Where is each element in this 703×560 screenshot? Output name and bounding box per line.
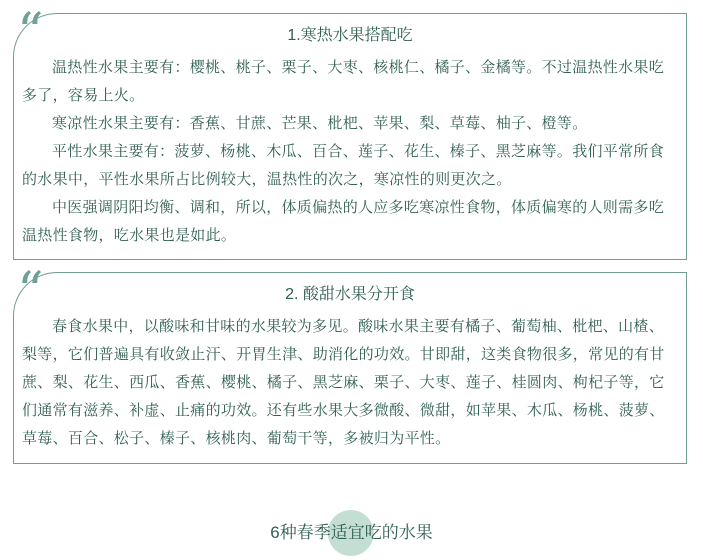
subtitle-highlight <box>331 512 365 554</box>
subtitle-suffix: 吃的水果 <box>364 523 433 542</box>
paragraph: 平性水果主要有：菠萝、杨桃、木瓜、百合、莲子、花生、榛子、黑芝麻等。我们平常所食的水果中，平性水果所占比例较大，温热性的次之，寒凉性的则更次之。 <box>22 143 665 188</box>
subtitle-prefix: 6种春季 <box>270 523 331 542</box>
paragraph: 春食水果中，以酸味和甘味的水果较为多见。酸味水果主要有橘子、葡萄柚、枇杷、山楂、梨等，它们普遍具有收敛止汗、开胃生津、助消化的功效。甘即甜，这类食物很多，常见的有甘蔗、梨、花生、西瓜、香蕉、樱桃、橘子、黑芝麻、栗子、大枣、莲子、桂圆肉、枸杞子等，它们通常有滋养、补虚、止痛的功效。还有些水果大多微酸、微甜，如苹果、木瓜、杨桃、菠萝、草莓、百合、松子、榛子、核桃肉、葡萄干等，多被归为平性。 <box>22 318 665 447</box>
paragraph: 寒凉性水果主要有：香蕉、甘蔗、芒果、枇杷、苹果、梨、草莓、柚子、橙等。 <box>52 115 588 132</box>
quote-icon: “ <box>17 3 44 63</box>
section-card-hot-cold-fruit <box>13 3 687 260</box>
section-card-sour-sweet-fruit <box>13 262 687 464</box>
page-subtitle <box>0 512 703 554</box>
quote-icon: “ <box>17 262 44 322</box>
subtitle-highlight-text: 适宜 <box>330 523 365 542</box>
paragraph: 中医强调阴阳均衡、调和，所以，体质偏热的人应多吃寒凉性食物，体质偏寒的人则需多吃温热性食物，吃水果也是如此。 <box>22 199 665 244</box>
section-title: 2. 酸甜水果分开食 <box>285 286 415 303</box>
paragraph: 温热性水果主要有：樱桃、桃子、栗子、大枣、核桃仁、橘子、金橘等。不过温热性水果吃多了，容易上火。 <box>22 59 665 104</box>
section-title: 1.寒热水果搭配吃 <box>287 27 413 44</box>
